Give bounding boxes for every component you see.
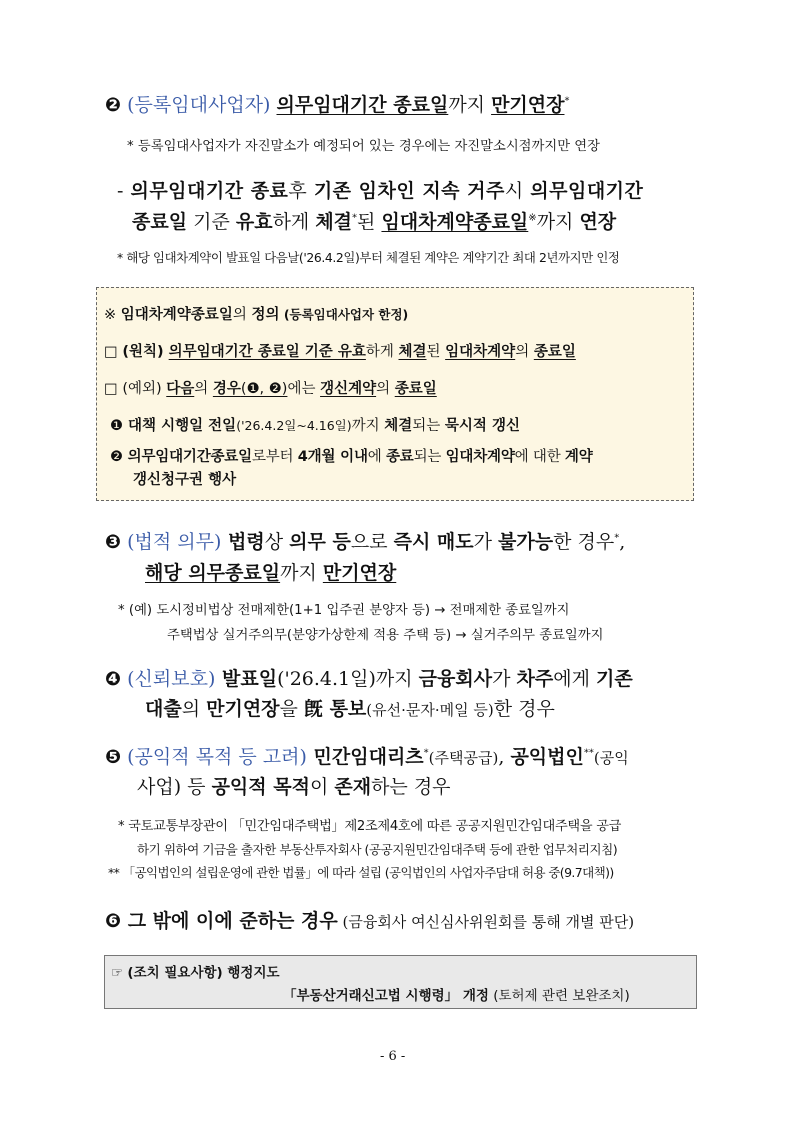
dash2-d: 하게 (272, 211, 316, 233)
box4-e: 되는 (412, 418, 445, 434)
item5-number: ❺ (105, 746, 122, 768)
item2-dash-line1 (117, 176, 643, 203)
item4-h: 기존 (595, 668, 633, 690)
box-line3 (104, 377, 437, 398)
box5-num: ❷ (110, 449, 123, 465)
item3-note1: * (예) 도시정비법상 전매제한(1+1 입주권 분양자 등) → 전매제한 종료일까지 (118, 603, 570, 618)
item4-c: 까지 (375, 668, 419, 690)
box5-e: 종료 (385, 449, 414, 465)
box5-f: 되는 (413, 449, 446, 465)
item3-h: 한 경우 (553, 531, 615, 553)
item3-l2a: 해당 의무종료일 (145, 562, 281, 584)
pointing-hand-icon: ☞ (111, 965, 128, 981)
item5-note3: ** 「공익법인의 설립운영에 관한 법률」에 따라 설립 (공익법인의 사업자주담대 허용 중(9.7대책)) (108, 865, 614, 880)
item5-line2 (137, 772, 451, 799)
box3-f: (❶, ❷) (240, 381, 288, 397)
item4-heading (105, 664, 633, 691)
item2-paren: (등록임대사업자) (127, 94, 271, 116)
box-line1 (104, 303, 408, 324)
dash2-c: 유효 (235, 211, 273, 233)
box4-c: 까지 (351, 418, 385, 434)
box4-a: 대책 시행일 전일 (123, 418, 237, 434)
dash2-sup: * (352, 212, 358, 224)
action-l1b: (조치 필요사항) 행정지도 (127, 965, 280, 981)
item5-sup2: ** (583, 747, 594, 759)
item5-d: 공익법인 (510, 746, 584, 768)
box2-g: 임대차계약 (445, 344, 516, 360)
item5-sup1: * (423, 747, 429, 759)
item4-l2d: 을 (279, 698, 304, 720)
item3-paren: (법적 의무) (127, 531, 222, 553)
item2-t2: 까지 (448, 94, 492, 116)
item5-note2: 하기 위하여 기금을 출자한 부동산투자회사 (공공지원민간임대주택 등에 관한 업무처리지침) (137, 842, 618, 857)
box3-a: □ (104, 381, 123, 397)
item5-note1: * 국토교통부장관이 「민간임대주택법」제2조제4호에 따른 공공지원민간임대주택을 공급 (118, 819, 622, 834)
box-line2 (104, 340, 576, 361)
item2-dash-line2 (132, 207, 616, 234)
item4-b: ('26.4.1일) (277, 668, 376, 690)
box2-c: 의무임대기간 종료일 기준 유효 (168, 344, 366, 360)
dash2-b: 기준 (187, 211, 236, 233)
box2-e: 체결 (398, 344, 427, 360)
item4-number: ❹ (105, 668, 122, 690)
dash-marker: - (117, 180, 131, 202)
dash2-h: 까지 (536, 211, 580, 233)
box3-e: 경우 (212, 381, 241, 397)
item3-e: 즉시 매도 (393, 531, 474, 553)
page-number: - 6 - (380, 1049, 406, 1064)
item4-d: 금융회사 (418, 668, 493, 690)
item2-note: * 등록임대사업자가 자진말소가 예정되어 있는 경우에는 자진말소시점까지만 연장 (127, 139, 600, 154)
item3-g: 불가능 (498, 531, 554, 553)
item5-b: (주택공급) (428, 749, 499, 767)
box5-b: 로부터 (251, 449, 298, 465)
box4-b: ('26.4.2일~4.16일) (236, 418, 352, 433)
item4-g: 에게 (553, 668, 596, 690)
box3-j: 종료일 (394, 381, 437, 397)
box1-d: 정의 (251, 307, 280, 323)
box5-i: 계약 (564, 449, 593, 465)
item2-t1: 의무임대기간 종료일 (276, 94, 449, 116)
box1-e: (등록임대사업자 한정) (279, 307, 409, 322)
box1-b: 임대차계약종료일 (120, 307, 233, 323)
item5-l2b: 공익적 목적 (211, 776, 310, 798)
item3-sup: * (614, 532, 620, 544)
item4-paren: (신뢰보호) (127, 668, 216, 690)
item3-number: ❸ (105, 531, 122, 553)
box4-f: 묵시적 갱신 (444, 418, 520, 434)
action-l2a: 「부동산거래신고법 시행령」 개정 (283, 988, 489, 1004)
box-line4 (110, 414, 520, 435)
item2-sup: * (564, 95, 570, 107)
item4-e: 가 (492, 668, 517, 690)
item5-e: (공익 (593, 749, 629, 767)
dash-b: 의무임대기간 종료 (130, 180, 289, 202)
item4-f: 차주 (516, 668, 554, 690)
item3-a: 법령 (221, 531, 265, 553)
item4-l2a: 대출 (145, 698, 182, 720)
item5-heading (105, 742, 629, 769)
box4-d: 체결 (384, 418, 413, 434)
box2-h: 의 (515, 344, 534, 360)
box3-h: 갱신계약 (320, 381, 377, 397)
item2-number: ❷ (105, 94, 122, 116)
dash2-e: 체결 (315, 211, 353, 233)
box3-d: 의 (194, 381, 213, 397)
dash-c: 후 (288, 180, 314, 202)
item2-heading (105, 90, 569, 117)
dash-f: 의무임대기간 (530, 180, 644, 202)
box3-i: 의 (376, 381, 395, 397)
item3-b: 상 (264, 531, 290, 553)
action-line2 (283, 984, 630, 1004)
box5-c: 4개월 이내 (297, 449, 368, 465)
box3-c: 다음 (166, 381, 195, 397)
box4-num: ❶ (110, 418, 123, 434)
dash2-i: 연장 (579, 211, 617, 233)
item3-line2 (145, 558, 396, 585)
item3-l2b: 까지 (280, 562, 323, 584)
box5-a: 의무임대기간종료일 (122, 449, 252, 465)
item5-c: , (498, 746, 511, 768)
item3-c: 의무 등 (289, 531, 351, 553)
item3-f: 가 (473, 531, 499, 553)
item4-l2b: 의 (181, 698, 207, 720)
item3-i: , (619, 531, 626, 553)
box3-b: (예외) (122, 381, 167, 397)
dash-d: 기존 임차인 지속 거주 (313, 180, 505, 202)
item4-a: 발표일 (215, 668, 278, 690)
item5-l2c: 이 (309, 776, 335, 798)
item3-d: 으로 (350, 531, 394, 553)
box-line5 (110, 445, 593, 466)
item4-l2e: 旣 통보 (303, 698, 367, 720)
action-line1 (111, 961, 280, 981)
item3-note2: 주택법상 실거주의무(분양가상한제 적용 주택 등) → 실거주의무 종료일까지 (167, 628, 604, 643)
item4-line2 (145, 694, 555, 721)
item3-l2c: 만기연장 (322, 562, 397, 584)
box1-c: 의 (232, 307, 252, 323)
box5-g: 임대차계약 (445, 449, 515, 465)
box3-g: 에는 (287, 381, 321, 397)
item2-t3: 만기연장 (491, 94, 565, 116)
action-l2b: (토허제 관련 보완조치) (488, 988, 630, 1004)
dash-e: 시 (504, 180, 531, 202)
box5-d: 에 (367, 449, 386, 465)
item4-l2g: 한 경우 (493, 698, 555, 720)
box1-a: ※ (104, 307, 121, 323)
item6-heading (105, 906, 634, 933)
item4-l2c: 만기연장 (206, 698, 280, 720)
item5-a: 민간임대리츠 (306, 746, 424, 768)
item5-paren: (공익적 목적 등 고려) (127, 746, 307, 768)
item5-l2a: 사업) 등 (137, 776, 212, 798)
box2-f: 된 (426, 344, 446, 360)
item6-number: ❻ (105, 910, 122, 932)
box5-h: 에 대한 (514, 449, 565, 465)
box2-i: 종료일 (533, 344, 576, 360)
dash2-a: 종료일 (132, 211, 188, 233)
item5-l2d: 존재 (334, 776, 372, 798)
dash2-g: 임대차계약종료일 (381, 211, 529, 233)
item6-b: (금융회사 여신심사위원회를 통해 개별 판단) (337, 913, 635, 931)
item6-a: 그 밖에 이에 준하는 경우 (121, 910, 338, 932)
item3-heading (105, 527, 625, 554)
box2-a: □ (104, 344, 123, 360)
box2-d: 하게 (365, 344, 399, 360)
box-line6: 갱신청구권 행사 (133, 472, 237, 488)
item4-l2f: (유선·문자·메일 등) (366, 701, 494, 719)
item2-note2: * 해당 임대차계약이 발표일 다음날('26.4.2일)부터 체결된 계약은 계약기간 최대 2년까지만 인정 (117, 250, 620, 265)
dash2-f: 된 (357, 211, 382, 233)
dash2-sup2: ※ (528, 212, 537, 224)
box2-b: (원칙) (122, 344, 169, 360)
item5-l2e: 하는 경우 (371, 776, 451, 798)
